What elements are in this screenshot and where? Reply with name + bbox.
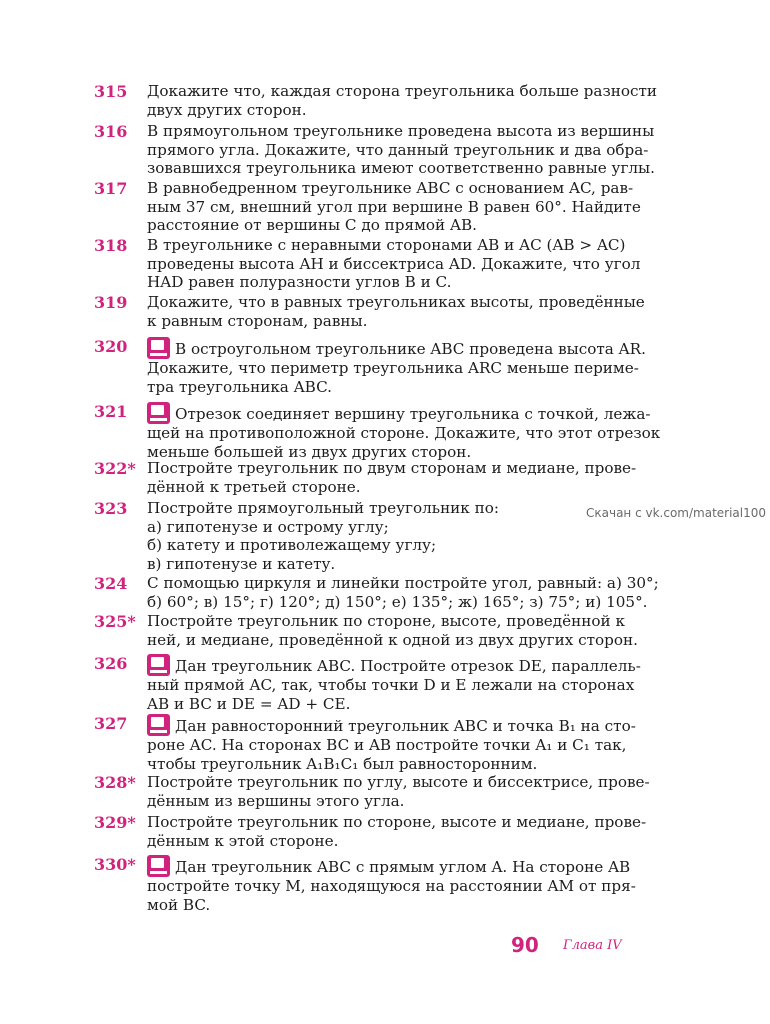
computer-icon bbox=[147, 402, 170, 424]
problem-text-line: В треугольнике с неравными сторонами AB и AC (AB > AC) bbox=[147, 236, 626, 254]
problem-319 bbox=[94, 293, 714, 330]
problem-text-line: щей на противоположной стороне. Докажите, что этот отрезок bbox=[147, 424, 661, 442]
watermark: Скачан с vk.com/material100 bbox=[586, 506, 767, 520]
problem-316 bbox=[94, 122, 714, 178]
problem-text-line: Дан треугольник ABC с прямым углом A. На стороне AB bbox=[175, 858, 631, 876]
problem-322 bbox=[94, 459, 714, 496]
problem-text-line: Дан треугольник ABC. Постройте отрезок DE, параллель- bbox=[175, 657, 641, 675]
problem-text-line: Постройте треугольник по стороне, высоте и медиане, прове- bbox=[147, 813, 647, 831]
computer-icon bbox=[147, 337, 170, 359]
problem-text-line: ный прямой AC, так, чтобы точки D и E лежали на сторонах bbox=[147, 676, 635, 694]
problem-number: 318 bbox=[94, 236, 128, 255]
problem-text-line: проведены высота AH и биссектриса AD. Докажите, что угол bbox=[147, 254, 641, 273]
problem-text-line: Постройте треугольник по двум сторонам и медиане, прове- bbox=[147, 459, 637, 477]
problem-text-line: Постройте треугольник по стороне, высоте, проведённой к bbox=[147, 612, 625, 630]
problem-number: 327 bbox=[94, 714, 128, 733]
problem-text-line: С помощью циркуля и линейки постройте угол, равный: а) 30°; bbox=[147, 574, 659, 592]
problem-number: 326 bbox=[94, 654, 128, 673]
problem-text-line: дённым из вершины этого угла. bbox=[147, 791, 405, 810]
problem-text-line: Докажите, что в равных треугольниках высоты, проведённые bbox=[147, 293, 645, 311]
problem-text-line: постройте точку M, находящуюся на расстоянии AM от пря- bbox=[147, 877, 636, 895]
problem-330 bbox=[94, 855, 714, 914]
problem-317 bbox=[94, 179, 714, 235]
problem-text-line: б) катету и противолежащему углу; bbox=[147, 536, 437, 555]
problem-number: 321 bbox=[94, 402, 128, 421]
problem-text-line: В равнобедренном треугольнике ABC с основанием AC, рав- bbox=[147, 179, 634, 197]
problem-text-line: тра треугольника ABC. bbox=[147, 377, 333, 396]
problem-number: 325* bbox=[94, 612, 136, 631]
problem-text-line: прямого угла. Докажите, что данный треугольник и два обра- bbox=[147, 140, 649, 159]
problem-321 bbox=[94, 402, 714, 461]
problem-text-line: к равным сторонам, равны. bbox=[147, 311, 368, 330]
problem-text-line: ным 37 см, внешний угол при вершине B равен 60°. Найдите bbox=[147, 197, 641, 216]
problem-text-line: зовавшихся треугольника имеют соответственно равные углы. bbox=[147, 159, 655, 178]
problem-number: 328* bbox=[94, 773, 136, 792]
problem-text-line: HAD равен полуразности углов B и C. bbox=[147, 273, 452, 292]
problem-329 bbox=[94, 813, 714, 850]
problem-326 bbox=[94, 654, 714, 713]
problem-text-line: в) гипотенузе и катету. bbox=[147, 554, 336, 573]
problem-text-line: ней, и медиане, проведённой к одной из двух других сторон. bbox=[147, 630, 638, 649]
problem-324 bbox=[94, 574, 714, 611]
problem-number: 330* bbox=[94, 855, 136, 874]
problem-327 bbox=[94, 714, 714, 773]
problem-text-line: Дан равносторонний треугольник ABC и точка B₁ на сто- bbox=[175, 717, 636, 735]
problem-text-line: роне AC. На сторонах BC и AB постройте точки A₁ и C₁ так, bbox=[147, 736, 627, 754]
problem-number: 315 bbox=[94, 82, 128, 101]
computer-icon bbox=[147, 654, 170, 676]
problem-text-line: дённым к этой стороне. bbox=[147, 831, 339, 850]
problem-text-line: чтобы треугольник A₁B₁C₁ был равносторонним. bbox=[147, 754, 538, 773]
problem-number: 316 bbox=[94, 122, 128, 141]
problem-text-line: Докажите, что периметр треугольника ARC меньше периме- bbox=[147, 359, 639, 377]
problem-320 bbox=[94, 337, 714, 396]
problem-text-line: Постройте треугольник по углу, высоте и биссектрисе, прове- bbox=[147, 773, 650, 791]
problem-text-line: мой BC. bbox=[147, 895, 211, 914]
problem-text-line: Докажите что, каждая сторона треугольника больше разности bbox=[147, 82, 658, 100]
problem-text-line: двух других сторон. bbox=[147, 100, 307, 119]
problem-text-line: меньше большей из двух других сторон. bbox=[147, 442, 472, 461]
problem-328 bbox=[94, 773, 714, 810]
problem-number: 329* bbox=[94, 813, 136, 832]
problem-318 bbox=[94, 236, 714, 292]
problem-text-line: Отрезок соединяет вершину треугольника с точкой, лежа- bbox=[175, 405, 651, 423]
problem-number: 322* bbox=[94, 459, 136, 478]
problem-number: 319 bbox=[94, 293, 128, 312]
problem-text-line: расстояние от вершины C до прямой AB. bbox=[147, 216, 477, 235]
problem-text-line: Постройте прямоугольный треугольник по: bbox=[147, 499, 500, 517]
problem-number: 323 bbox=[94, 499, 128, 518]
problem-text-line: В прямоугольном треугольнике проведена высота из вершины bbox=[147, 122, 655, 140]
computer-icon bbox=[147, 714, 170, 736]
problem-text-line: а) гипотенузе и острому углу; bbox=[147, 517, 389, 536]
problem-325 bbox=[94, 612, 714, 649]
problem-text-line: б) 60°; в) 15°; г) 120°; д) 150°; е) 135°; ж) 165°; з) 75°; и) 105°. bbox=[147, 592, 648, 611]
problem-number: 324 bbox=[94, 574, 128, 593]
problem-text-line: дённой к третьей стороне. bbox=[147, 477, 361, 496]
page-number: 90 bbox=[511, 933, 539, 957]
chapter-label: Глава IV bbox=[563, 938, 622, 953]
problem-text-line: В остроугольном треугольнике ABC проведена высота AR. bbox=[175, 340, 646, 358]
problem-number: 320 bbox=[94, 337, 128, 356]
problem-text-line: AB и BC и DE = AD + CE. bbox=[147, 694, 351, 713]
computer-icon bbox=[147, 855, 170, 877]
problem-number: 317 bbox=[94, 179, 128, 198]
problem-315 bbox=[94, 82, 714, 119]
